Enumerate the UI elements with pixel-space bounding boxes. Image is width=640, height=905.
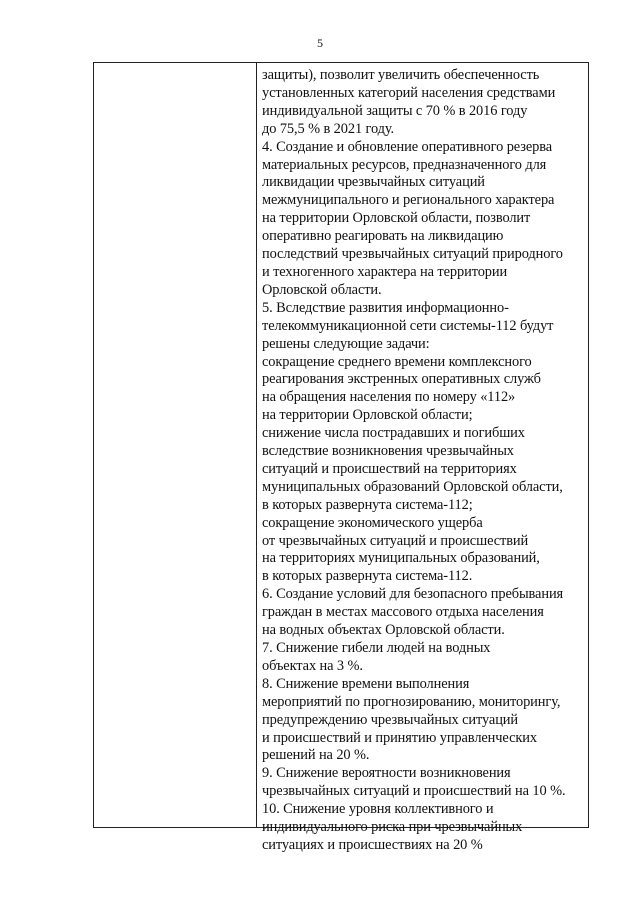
text-line: и техногенного характера на территории xyxy=(262,263,508,280)
text-line: снижение числа пострадавших и погибших xyxy=(262,425,525,442)
text-line: последствий чрезвычайных ситуаций природного xyxy=(262,246,563,263)
text-line: предупреждению чрезвычайных ситуаций xyxy=(262,711,519,728)
text-line: вследствие возникновения чрезвычайных xyxy=(262,443,514,460)
text-line: от чрезвычайных ситуаций и происшествий xyxy=(262,532,529,549)
text-line: материальных ресурсов, предназначенного для xyxy=(262,156,547,173)
text-line: на территории Орловской области, позволит xyxy=(262,210,531,227)
text-line: 9. Снижение вероятности возникновения xyxy=(262,765,511,782)
text-line: 7. Снижение гибели людей на водных xyxy=(262,640,491,656)
text-line: и происшествий и принятию управленческих xyxy=(262,729,537,746)
text-line: защиты), позволит увеличить обеспеченность xyxy=(262,67,540,83)
text-line: решены следующие задачи: xyxy=(262,335,430,352)
text-line: муниципальных образований Орловской области, xyxy=(262,478,563,495)
text-line: 6. Создание условий для безопасного пребывания xyxy=(262,586,564,603)
text-line: решений на 20 %. xyxy=(262,747,370,764)
table-right-cell xyxy=(257,63,588,853)
text-line: реагирования экстренных оперативных служб xyxy=(262,371,541,388)
text-line: в которых развернута система-112; xyxy=(262,496,473,513)
text-line: 4. Создание и обновление оперативного резерва xyxy=(262,138,553,155)
text-line: установленных категорий населения средствами xyxy=(262,84,556,101)
text-line: телекоммуникационной сети системы-112 будут xyxy=(262,317,554,334)
text-line: граждан в местах массового отдыха населения xyxy=(262,604,544,621)
text-line: Орловской области. xyxy=(262,281,382,298)
text-line: индивидуального риска при чрезвычайных xyxy=(262,819,523,836)
text-line: ситуаций и происшествий на территориях xyxy=(262,460,517,477)
text-line: межмуниципального и регионального характера xyxy=(262,192,555,209)
text-line: сокращение среднего времени комплексного xyxy=(262,353,532,370)
text-line: ситуациях и происшествиях на 20 % xyxy=(262,836,483,853)
text-line: оперативно реагировать на ликвидацию xyxy=(262,228,504,245)
text-line: на территориях муниципальных образований, xyxy=(262,550,540,567)
text-line: сокращение экономического ущерба xyxy=(262,514,483,531)
text-line: 5. Вследствие развития информационно- xyxy=(262,299,509,316)
text-line: до 75,5 % в 2021 году. xyxy=(262,120,395,137)
text-line: ликвидации чрезвычайных ситуаций xyxy=(262,174,485,191)
text-line: мероприятий по прогнозированию, мониторингу, xyxy=(262,693,561,710)
text-line: 10. Снижение уровня коллективного и xyxy=(262,801,494,818)
text-line: объектах на 3 %. xyxy=(262,657,363,674)
text-line: чрезвычайных ситуаций и происшествий на 10 %. xyxy=(262,783,566,800)
document-table xyxy=(93,62,589,853)
text-line: на водных объектах Орловской области. xyxy=(262,622,505,639)
text-line: на обращения населения по номеру «112» xyxy=(262,389,516,406)
text-line: на территории Орловской области; xyxy=(262,407,473,424)
text-line: индивидуальной защиты с 70 % в 2016 году xyxy=(262,102,528,119)
table-left-cell xyxy=(94,63,257,827)
page-number: 5 xyxy=(317,36,323,50)
text-line: 8. Снижение времени выполнения xyxy=(262,675,470,692)
text-line: в которых развернута система-112. xyxy=(262,568,473,585)
